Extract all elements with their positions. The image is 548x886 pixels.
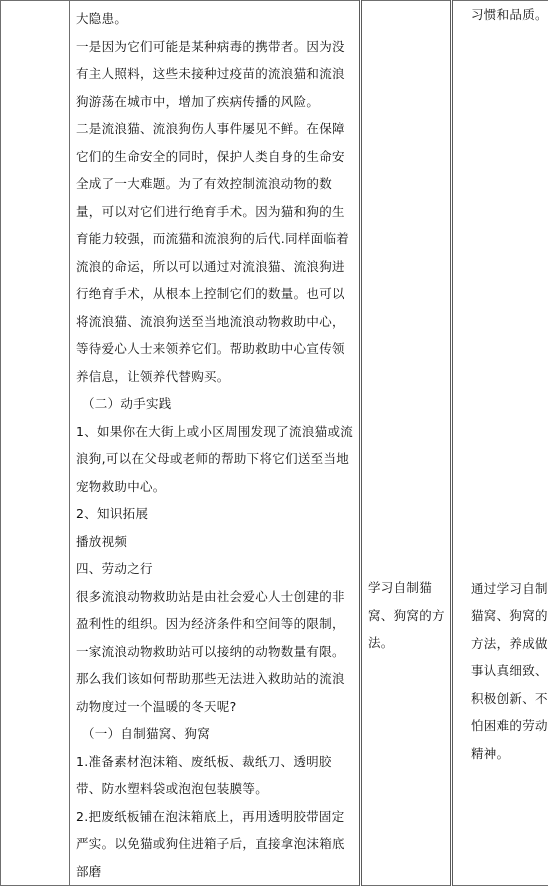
table-row: [1, 1, 548, 886]
paragraph: 1.准备素材泡沫箱、废纸板、裁纸刀、透明胶带、防水塑料袋或泡泡包装膜等。: [76, 748, 355, 803]
cell-spacer: [362, 1, 450, 574]
paragraph: 一是因为它们可能是某种病毒的携带者。因为没有主人照料，这些未接种过疫苗的流浪猫和流浪狗游荡在城市中，增加了疾病传播的风险。: [76, 33, 355, 116]
student-activity-cell: [361, 1, 452, 886]
paragraph: 大隐患。: [76, 5, 355, 33]
cell-spacer: [453, 29, 548, 575]
paragraph: 二是流浪猫、流浪狗伤人事件屡见不鲜。在保障它们的生命安全的同时，保护人类自身的生命安全成了一大难题。为了有效控制流浪动物的数量，可以对它们进行绝育手术。因为猫和狗的生育能力较强，而流猫和流浪狗的后代.同样面临着流浪的命运，所以可以通过对流浪猫、流浪狗进行绝育手术，从根本上控制它们的数量。也可以将流浪猫、流浪狗送至当地流浪动物救助中心，等待爱心人士来领养它们。帮助救助中心宣传领养信息，让领养代替购买。: [76, 115, 355, 390]
teaching-process-cell: [70, 1, 361, 886]
design-intent-text: 通过学习自制猫窝、狗窝的方法，养成做事认真细致、积极创新、不怕困难的劳动精神。: [453, 575, 548, 768]
paragraph: 1、如果你在大街上或小区周围发现了流浪猫或流浪狗,可以在父母或老师的帮助下将它们送至当地宠物救助中心。: [76, 418, 355, 501]
paragraph: 2.把废纸板铺在泡沫箱底上，再用透明胶带固定严实。以免猫或狗住进箱子后，直接拿泡沫箱底部磨: [76, 803, 355, 886]
paragraph: 播放视频: [76, 528, 355, 556]
student-activity-text: 学习自制猫窝、狗窝的方法。: [362, 574, 450, 657]
section-heading: （二）动手实践: [76, 390, 355, 418]
table-cell-blank: [1, 1, 70, 886]
section-heading: （一）自制猫窝、狗窝: [76, 720, 355, 748]
design-intent-top-text: 习惯和品质。: [453, 1, 548, 29]
teaching-process-text: [76, 1, 355, 885]
section-heading: 四、劳动之行: [76, 555, 355, 583]
section-heading: 2、知识拓展: [76, 500, 355, 528]
design-intent-cell: [452, 1, 548, 886]
paragraph: 很多流浪动物救助站是由社会爱心人士创建的非盈利性的组织。因为经济条件和空间等的限制，一家流浪动物救助站可以接纳的动物数量有限。那么我们该如何帮助那些无法进入救助站的流浪动物度过一个温暖的冬天呢?: [76, 583, 355, 721]
